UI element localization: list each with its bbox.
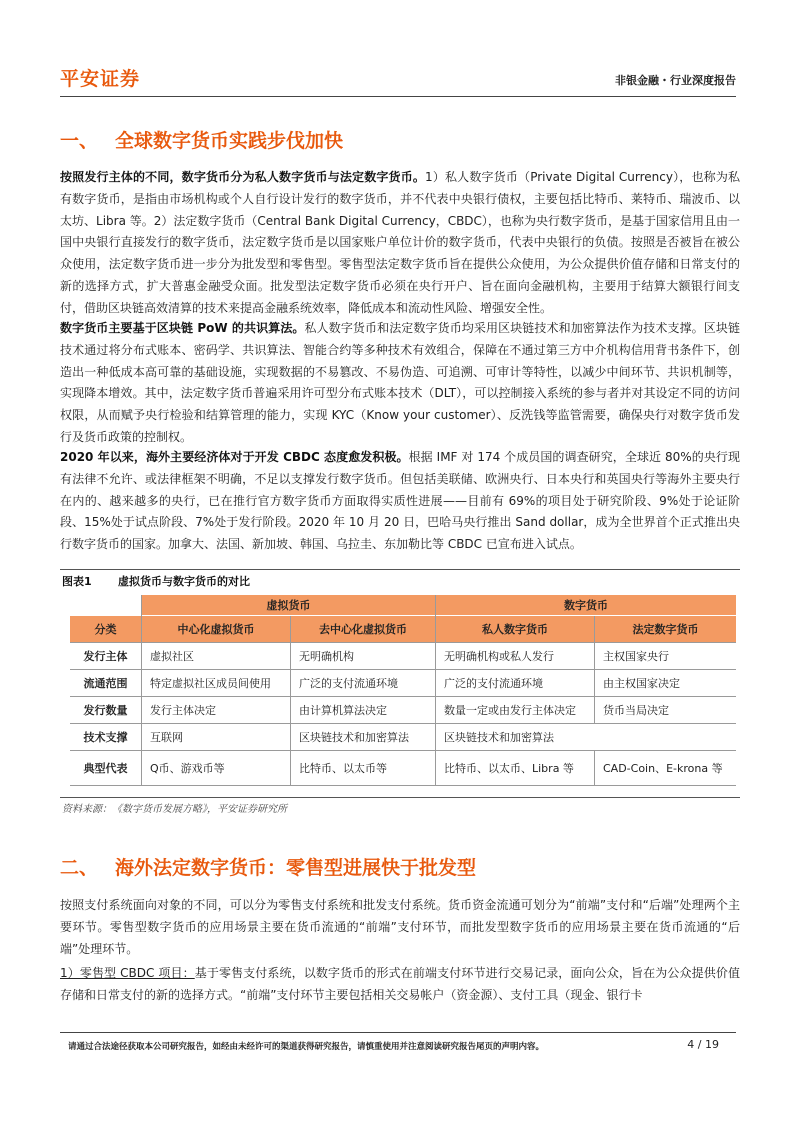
row-header-issuer: 发行主体	[83, 649, 128, 663]
footer-disclaimer: 请通过合法途径获取本公司研究报告，如经由未经许可的渠道获得研究报告，请慎重使用并注意阅读研究报告尾页的声明内容。	[68, 1042, 545, 1052]
col-header-private-digital: 私人数字货币	[436, 616, 594, 642]
paragraph-4	[60, 895, 740, 960]
table-cell: 比特币、以太币等	[299, 761, 387, 775]
section-2-heading	[60, 853, 736, 883]
table-cell: 特定虚拟社区成员间使用	[150, 676, 271, 690]
table-rule	[70, 669, 736, 670]
footer-divider	[60, 1032, 736, 1033]
table-cell: 货币当局决定	[603, 703, 669, 717]
section-1-title: 全球数字货币实践步伐加快	[115, 130, 344, 152]
paragraph-5-lead: 1）零售型 CBDC 项目：	[60, 966, 195, 980]
paragraph-3-body: 根据 IMF 对 174 个成员国的调查研究，全球近 80%的央行现有法律不允许、或法律框架不明确，不足以支撑发行数字货币。但包括美联储、欧洲央行、日本央行和英国央行等海外主要央行在内的、越来越多的央行，已在推行官方数字货币方面取得实质性进展——目前有 69%的项目处于研究阶段、9%处于论证阶段、15%处于试点阶段、7%处于发行阶段。2020 年 10 月 20 日，巴哈马央行推出 Sand dollar，成为全世界首个正式推出央行数字货币的国家。加拿大、法国、新加坡、韩国、乌拉圭、东加勒比等 CBDC 已宣布进入试点。	[60, 450, 741, 552]
table-cell: 主权国家央行	[603, 649, 669, 663]
paragraph-5	[60, 963, 740, 1007]
table-rule	[70, 723, 736, 724]
paragraph-3-lead: 2020 年以来，海外主要经济体对于开发 CBDC 态度愈发积极。	[60, 450, 409, 464]
brand-logo: 平安证券	[60, 68, 141, 90]
table-cell: 广泛的支付流通环境	[444, 676, 543, 690]
col-header-decentralized: 去中心化虚拟货币	[291, 616, 435, 642]
paragraph-4-body: 按照支付系统面向对象的不同，可以分为零售支付系统和批发支付系统。货币资金流通可划分为“前端”支付和“后端”处理两个主要环节。零售型数字货币的应用场景主要在货币流通的“前端”支付环节，而批发型数字货币的应用场景主要在货币流通的“后端”处理环节。	[60, 898, 740, 956]
table-cell: 由计算机算法决定	[299, 703, 387, 717]
table-rule	[435, 595, 436, 785]
paragraph-1	[60, 167, 740, 320]
paragraph-2-lead: 数字货币主要基于区块链 PoW 的共识算法。	[60, 321, 305, 335]
table-cell: 数量一定或由发行主体决定	[444, 703, 576, 717]
header-divider	[60, 96, 736, 97]
table-cell: Q币、游戏币等	[150, 761, 225, 775]
section-2-title: 海外法定数字货币：零售型进展快于批发型	[115, 857, 477, 879]
comparison-table	[70, 595, 736, 792]
group-header-virtual: 虚拟货币	[142, 595, 435, 615]
row-header-examples: 典型代表	[83, 761, 128, 775]
table-rule	[594, 751, 595, 785]
section-1-number: 一、	[60, 130, 99, 152]
col-header-centralized: 中心化虚拟货币	[142, 616, 290, 642]
table-cell: 广泛的支付流通环境	[299, 676, 398, 690]
table-rule	[70, 642, 736, 643]
table-rule	[141, 595, 142, 785]
page-header	[60, 62, 736, 96]
section-1-heading	[60, 126, 736, 156]
paragraph-1-body: 1）私人数字货币（Private Digital Currency），也称为私有数字货币，是指由市场机构或个人自行设计发行的数字货币，并不代表中央银行债权，主要包括比特币、莱特币、瑞波币、以太坊、Libra 等。2）法定数字货币（Central Bank Digital Currency，CBDC），也称为央行数字货币，是基于国家信用且由一国中央银行直接发行的数字货币，法定数字货币是以国家账户单位计价的数字货币，代表中央银行的负债。按照是否被旨在被公众使用，法定数字货币进一步分为批发型和零售型。零售型法定数字货币旨在提供公众使用，为公众提供价值存储和日常支付的新的选择方式，扩大普惠金融受众面。批发型法定数字货币必须在央行开户、旨在面向金融机构，主要用于结算大额银行间支付，借助区块链高效清算的技术来提高金融系统效率，降低成本和流动性风险、增强安全性。	[60, 170, 740, 315]
col-header-category: 分类	[70, 616, 141, 642]
table-rule	[70, 785, 736, 786]
table-cell: 虚拟社区	[150, 649, 194, 663]
paragraph-2	[60, 318, 740, 449]
page-number: 4 / 19	[687, 1038, 719, 1051]
paragraph-1-lead: 按照发行主体的不同，数字货币分为私人数字货币与法定数字货币。	[60, 170, 426, 184]
paragraph-2-body: 私人数字货币和法定数字货币均采用区块链技术和加密算法作为技术支撑。区块链技术通过将分布式账本、密码学、共识算法、智能合约等多种技术有效组合，保障在不通过第三方中介机构信用背书条件下，创造出一种低成本高可靠的基础设施，实现数据的不易篡改、不易伪造、可追溯、可审计等特性，以减少中间环节、共识机制等，实现降本增效。其中，法定数字货币普遍采用许可型分布式账本技术（DLT），可以控制接入系统的参与者并对其设定不同的访问权限，从而赋予央行检验和结算管理的能力，实现 KYC（Know your customer）、反洗钱等监管需要，确保央行对数字货币发行及货币政策的控制权。	[60, 321, 740, 444]
table-cell: 无明确机构	[299, 649, 354, 663]
row-header-circulation: 流通范围	[83, 676, 128, 690]
report-type: 非银金融・行业深度报告	[615, 74, 736, 87]
source-divider	[60, 797, 740, 798]
section-2-number: 二、	[60, 857, 99, 879]
figure-label: 图表1	[62, 575, 92, 588]
figure-title-bar	[60, 569, 740, 589]
row-header-technology: 技术支撑	[83, 730, 128, 744]
table-rule	[70, 696, 736, 697]
paragraph-3	[60, 447, 740, 556]
table-cell: CAD-Coin、E-krona 等	[603, 761, 723, 775]
table-rule	[594, 616, 595, 724]
group-header-digital: 数字货币	[436, 595, 736, 615]
table-cell: 互联网	[150, 730, 183, 744]
table-cell: 区块链技术和加密算法	[299, 730, 409, 744]
figure-source: 资料来源：《数字货币发展方略》，平安证券研究所	[62, 804, 287, 815]
table-rule	[290, 616, 291, 785]
table-cell: 区块链技术和加密算法	[444, 730, 554, 744]
col-header-legal-digital: 法定数字货币	[595, 616, 736, 642]
table-cell: 由主权国家决定	[603, 676, 680, 690]
table-cell: 比特币、以太币、Libra 等	[444, 761, 574, 775]
table-rule	[70, 750, 736, 751]
table-cell: 无明确机构或私人发行	[444, 649, 554, 663]
figure-title: 虚拟货币与数字货币的对比	[118, 575, 250, 588]
row-header-quantity: 发行数量	[83, 703, 128, 717]
table-cell: 发行主体决定	[150, 703, 216, 717]
paragraph-5-body: 基于零售支付系统，以数字货币的形式在前端支付环节进行交易记录，面向公众，旨在为公众提供价值存储和日常支付的新的选择方式。“前端”支付环节主要包括相关交易帐户（资金源）、支付工具（现金、银行卡	[60, 966, 740, 1002]
